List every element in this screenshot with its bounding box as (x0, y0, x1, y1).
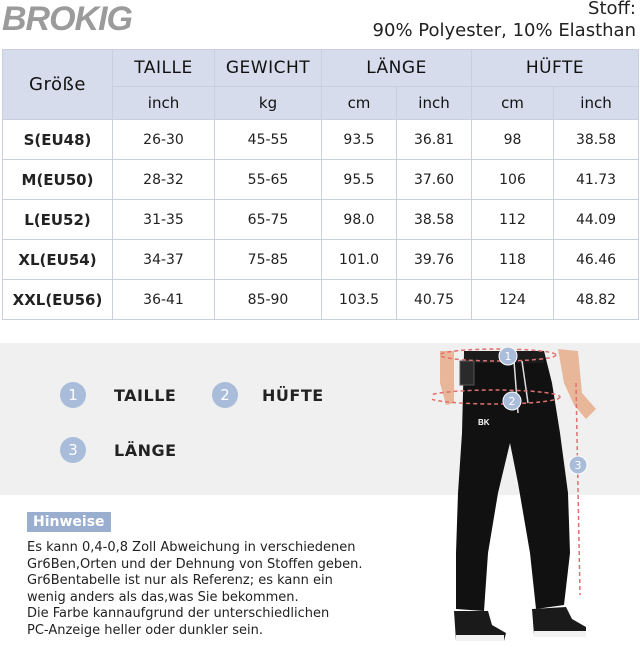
pants-logo: BK (478, 418, 490, 427)
table-cell: 39.76 (397, 240, 472, 280)
table-cell: 46.46 (554, 240, 639, 280)
table-cell: 48.82 (554, 280, 639, 320)
size-table (2, 49, 639, 320)
phone (460, 361, 474, 385)
brand-logo: BROKIG (2, 0, 132, 38)
table-cell: 37.60 (397, 160, 472, 200)
right-arm (558, 349, 596, 419)
marker-3-icon: 3 (60, 437, 86, 463)
material-label: Stoff: (588, 0, 636, 19)
table-cell: 26-30 (113, 120, 215, 160)
unit-header: cm (322, 87, 397, 120)
table-row (3, 280, 639, 320)
header-laenge: LÄNGE (322, 50, 472, 87)
table-cell: 38.58 (397, 200, 472, 240)
unit-header: inch (113, 87, 215, 120)
table-cell: 106 (472, 160, 554, 200)
header-taille: TAILLE (113, 50, 215, 87)
table-cell: 75-85 (215, 240, 322, 280)
legend-label: HÜFTE (262, 385, 324, 405)
table-cell: 118 (472, 240, 554, 280)
material-info (373, 0, 636, 42)
table-row (3, 240, 639, 280)
notes-text (27, 540, 407, 639)
marker-3-label: 3 (574, 459, 582, 472)
table-cell: 36-41 (113, 280, 215, 320)
table-row (3, 160, 639, 200)
marker-1-label: 1 (504, 350, 512, 363)
table-cell: 36.81 (397, 120, 472, 160)
table-cell: 101.0 (322, 240, 397, 280)
size-label: XXL(EU56) (3, 280, 113, 320)
marker-2-label: 2 (508, 395, 516, 408)
table-cell: 31-35 (113, 200, 215, 240)
header-huefte: HÜFTE (472, 50, 639, 87)
legend-taille (60, 382, 176, 408)
unit-header: cm (472, 87, 554, 120)
table-cell: 98 (472, 120, 554, 160)
legend-label: TAILLE (114, 385, 177, 405)
notes-line: Die Farbe kannaufgrund der unterschiedlichen (27, 606, 330, 621)
table-cell: 65-75 (215, 200, 322, 240)
table-cell: 103.5 (322, 280, 397, 320)
header-groesse: Größe (3, 50, 113, 120)
marker-1-icon: 1 (60, 382, 86, 408)
notes-line: Gr6Ben,Orten und der Dehnung von Stoffen geben. (27, 556, 363, 572)
table-cell: 40.75 (397, 280, 472, 320)
legend-laenge (60, 437, 177, 463)
right-sole (534, 631, 586, 637)
table-cell: 28-32 (113, 160, 215, 200)
size-label: M(EU50) (3, 160, 113, 200)
notes-line: Es kann 0,4-0,8 Zoll Abweichung in verschiedenen (27, 540, 356, 555)
notes-line: wenig anders als das,was Sie bekommen. (27, 589, 299, 605)
legend-label: LÄNGE (114, 440, 177, 460)
table-cell: 44.09 (554, 200, 639, 240)
left-arm (440, 351, 454, 405)
length-line (576, 383, 580, 595)
table-cell: 112 (472, 200, 554, 240)
table-row (3, 120, 639, 160)
table-cell: 45-55 (215, 120, 322, 160)
table-cell: 124 (472, 280, 554, 320)
table-cell: 55-65 (215, 160, 322, 200)
unit-header: inch (397, 87, 472, 120)
notes-line: PC-Anzeige heller oder dunkler sein. (27, 622, 263, 638)
table-cell: 98.0 (322, 200, 397, 240)
marker-2-icon: 2 (212, 382, 238, 408)
table-cell: 85-90 (215, 280, 322, 320)
table-row (3, 200, 639, 240)
table-cell: 38.58 (554, 120, 639, 160)
header-gewicht: GEWICHT (215, 50, 322, 87)
legend-huefte (212, 382, 324, 408)
unit-header: kg (215, 87, 322, 120)
left-sole (456, 635, 504, 641)
pants-measurement-figure (432, 343, 640, 649)
material-value: 90% Polyester, 10% Elasthan (372, 20, 636, 41)
table-cell: 93.5 (322, 120, 397, 160)
notes-line: Gr6Bentabelle ist nur als Referenz; es kann ein (27, 573, 333, 588)
table-cell: 34-37 (113, 240, 215, 280)
size-label: L(EU52) (3, 200, 113, 240)
size-label: XL(EU54) (3, 240, 113, 280)
size-label: S(EU48) (3, 120, 113, 160)
unit-header: inch (554, 87, 639, 120)
notes-title: Hinweise (27, 512, 111, 532)
table-cell: 95.5 (322, 160, 397, 200)
table-cell: 41.73 (554, 160, 639, 200)
